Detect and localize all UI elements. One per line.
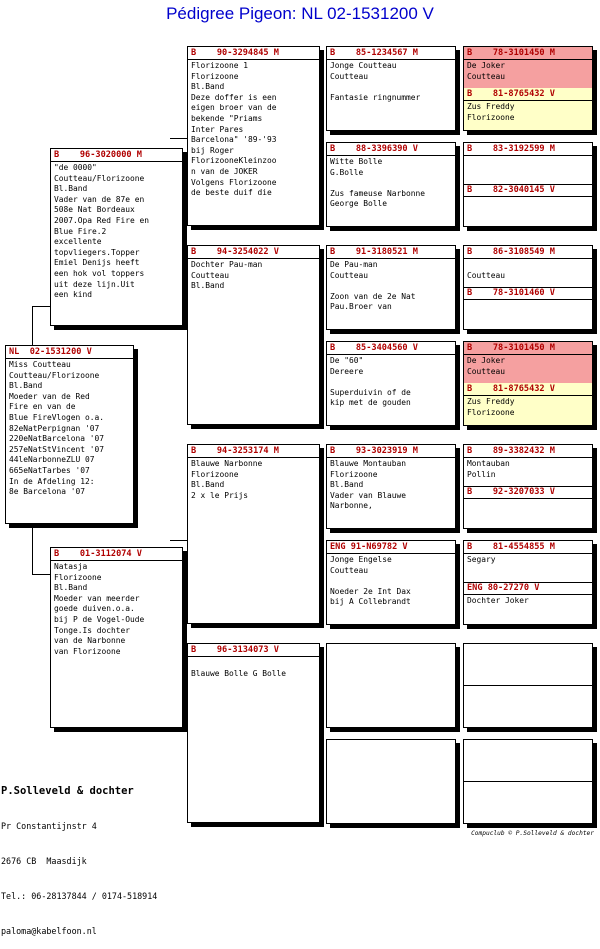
ring-number: B 96-3134073 V [188,644,319,657]
ring-number: B 91-3180521 M [327,246,455,259]
ring-number: ENG 80-27270 V [464,582,592,595]
pigeon-card-gen4-pair[interactable] [463,245,593,330]
pigeon-card-gen3[interactable] [326,245,456,330]
ring-number: B 94-3253174 M [188,445,319,458]
ring-number: B 85-1234567 M [327,47,455,60]
pigeon-info: Miss Coutteau Coutteau/Florizoone Bl.Band Moeder van de Red Fire en van de Blue FireVlogen o.a. 82eNatPerpignan '07 220eNatBarcelona '07 257eNatStVincent '07 44leNarbonneZLU 07 665eNatTarbes '07 In de Afdeling 12: 8e Barcelona '07 [9,360,105,497]
pigeon-info: Blauwe Montauban Florizoone Bl.Band Vader van Blauwe Narbonne, [330,459,407,511]
pigeon-info: Witte Bolle G.Bolle Zus fameuse Narbonne George Bolle [330,157,426,209]
owner-phone: Tel.: 06-28137844 / 0174-518914 [1,890,158,901]
pigeon-info: De "60" Dereere Superduivin of de kip met de gouden [330,356,411,408]
ring-number: NL 02-1531200 V [6,346,133,359]
pigeon-card-gen4-pair[interactable] [463,142,593,227]
pigeon-info: Coutteau [467,270,506,280]
owner-name: P.Solleveld & dochter [1,785,134,798]
pigeon-info: Natasja Florizoone Bl.Band Moeder van meerder goede duiven.o.a. bij P de Vogel-Oude Tonge.Is dochter van de Narbonne van Florizoone [54,562,145,656]
pigeon-info: Segary [467,555,496,564]
pigeon-info: Blauwe Bolle G Bolle [191,668,287,678]
ring-number: ENG 91-N69782 V [327,541,455,554]
ring-number: B 96-3020000 M [51,149,182,162]
pigeon-card-gen3-empty[interactable] [326,643,456,728]
pigeon-info: Zus Freddy Florizoone [467,397,515,417]
pigeon-info: Zus Freddy Florizoone [467,102,515,122]
pigeon-card-subject[interactable] [5,345,134,524]
pigeon-info: De Pau-man Coutteau Zoon van de 2e Nat Pau.Broer van [330,260,416,312]
pigeon-info: Jonge Engelse Coutteau Noeder 2e Int Dax bij A Collebrandt [330,555,411,607]
owner-address [1,762,157,949]
connector-line [170,540,188,541]
footer-credit: Compuclub © P.Solleveld & dochter [471,830,594,837]
connector-line [32,524,33,574]
owner-email[interactable]: paloma@kabelfoon.nl [1,925,97,936]
pigeon-card-gen4-pair[interactable] [463,46,593,131]
owner-street: Pr Constantijnstr 4 [1,821,97,832]
pigeon-card-gen3[interactable] [326,341,456,426]
pigeon-card-gen4-pair[interactable] [463,444,593,529]
pigeon-info [464,300,592,302]
pigeon-info: Dochter Pau-man Coutteau Bl.Band [191,260,263,291]
pigeon-card-gen2[interactable] [187,643,320,823]
ring-number: B 78-3101450 M [464,47,592,60]
pigeon-card-gen3[interactable] [326,540,456,625]
pigeon-info: Florizoone 1 Florizoone Bl.Band Deze doffer is een eigen broer van de bekende "Priams Inter Pares Barcelona" '89-'93 bij Roger FlorizooneKleinzoo n van de JOKER Volgens Florizoone de beste duif die [191,61,277,198]
pigeon-card-gen2[interactable] [187,444,320,624]
ring-number: B 86-3108549 M [464,246,592,259]
ring-number: B 78-3101460 V [464,287,592,300]
pigeon-info: Blauwe Narbonne Florizoone Bl.Band 2 x le Prijs [191,459,263,500]
connector-line [32,306,33,346]
pigeon-card-gen2[interactable] [187,245,320,425]
pigeon-card-gen4-pair[interactable] [463,341,593,426]
pigeon-info: De Joker Coutteau [467,356,506,376]
ring-number: B 78-3101450 M [464,342,592,355]
ring-number: B 92-3207033 V [464,486,592,499]
pigeon-card-gen4-empty[interactable] [463,739,593,824]
pigeon-info: Montauban Pollin [467,459,510,479]
ring-number: B 81-4554855 M [464,541,592,554]
pigeon-card-dam[interactable] [50,547,183,728]
ring-number: B 01-3112074 V [51,548,182,561]
ring-number: B 93-3023919 M [327,445,455,458]
owner-city: 2676 CB Maasdijk [1,856,87,867]
pigeon-info [464,499,592,501]
ring-number: B 81-8765432 V [464,88,592,101]
page-title: Pédigree Pigeon: NL 02-1531200 V [166,4,434,23]
ring-number: B 90-3294845 M [188,47,319,60]
ring-number: B 94-3254022 V [188,246,319,259]
ring-number: B 89-3382432 M [464,445,592,458]
pigeon-card-sire[interactable] [50,148,183,326]
pigeon-info: Jonge Coutteau Coutteau Fantasie ringnummer [330,61,421,102]
pigeon-info [464,156,592,158]
pigeon-card-gen3-empty[interactable] [326,739,456,824]
pigeon-card-gen3[interactable] [326,142,456,227]
pigeon-info [464,197,592,199]
connector-line [170,138,188,139]
ring-number: B 85-3404560 V [327,342,455,355]
ring-number: B 81-8765432 V [464,383,592,396]
pigeon-info: De Joker Coutteau [467,61,506,81]
connector-line [32,574,51,575]
pigeon-card-gen2[interactable] [187,46,320,226]
connector-line [32,306,51,307]
pigeon-card-gen4-empty[interactable] [463,643,593,728]
pigeon-card-gen4-pair[interactable] [463,540,593,625]
pigeon-info: Dochter Joker [467,596,529,605]
pigeon-info: "de 0000" Coutteau/Florizoone Bl.Band Vader van de 87e en 508e Nat Bordeaux 2007.Opa Red Fire en Blue Fire.2 excellente topvliegers.Topper Emiel Denijs heeft een hok vol toppers uit deze lijn.Uit een kind [54,163,150,300]
ring-number: B 82-3040145 V [464,184,592,197]
pigeon-card-gen3[interactable] [326,46,456,131]
ring-number: B 88-3396390 V [327,143,455,156]
pigeon-card-gen3[interactable] [326,444,456,529]
ring-number: B 83-3192599 M [464,143,592,156]
